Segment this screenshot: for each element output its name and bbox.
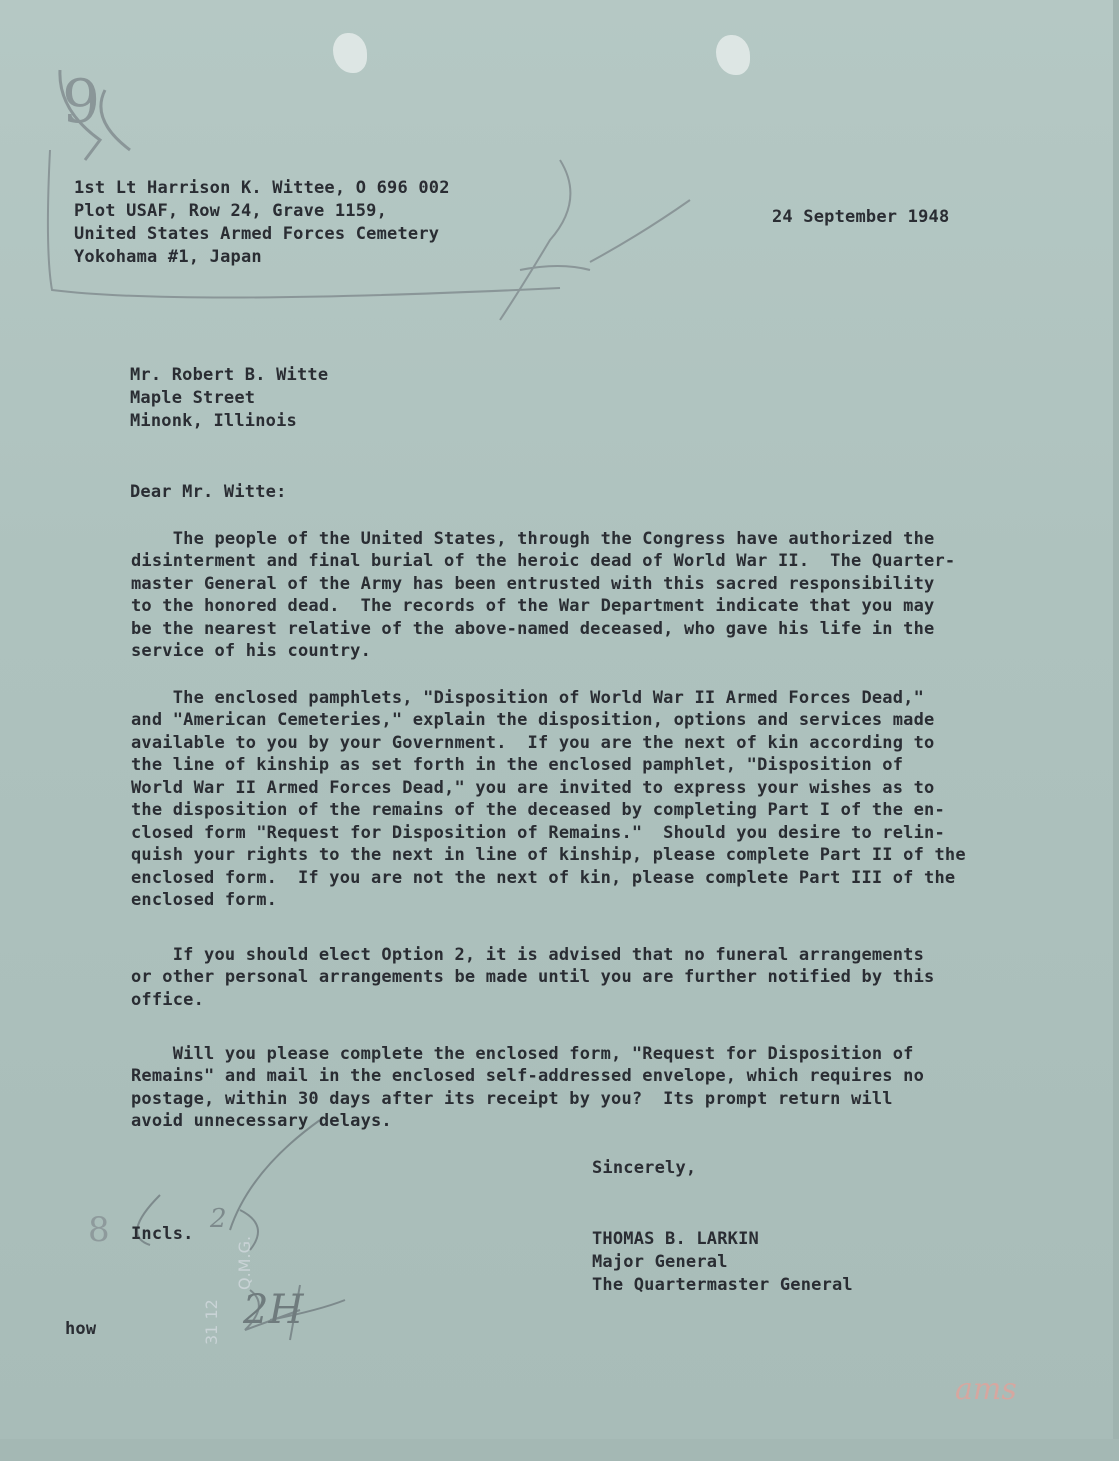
paragraph-line: The enclosed pamphlets, "Disposition of World War II Armed Forces Dead," — [131, 688, 925, 708]
subject-line-1: 1st Lt Harrison K. Wittee, O 696 002 — [74, 178, 450, 198]
receipt-stamp — [190, 1190, 280, 1350]
paragraph-line: Remains" and mail in the enclosed self-addressed envelope, which requires no — [131, 1066, 925, 1086]
paragraph-line: closed form "Request for Disposition of Remains." Should you desire to relin- — [131, 823, 945, 843]
enclosure-notation: Incls. — [131, 1224, 194, 1244]
paragraph-line: master General of the Army has been entrusted with this sacred responsibility — [131, 574, 935, 594]
paragraph-line: disinterment and final burial of the heroic dead of World War II. The Quarter- — [131, 551, 956, 571]
addressee-city: Minonk, Illinois — [130, 411, 297, 431]
addressee-name: Mr. Robert B. Witte — [130, 365, 329, 385]
paragraph-line: enclosed form. — [131, 890, 278, 910]
paragraph-line: If you should elect Option 2, it is advised that no funeral arrangements — [131, 945, 925, 965]
red-pencil-initials: ams — [955, 1372, 1017, 1407]
paragraph-line: the line of kinship as set forth in the enclosed pamphlet, "Disposition of — [131, 755, 904, 775]
signature-title: The Quartermaster General — [592, 1275, 853, 1295]
paragraph-line: to the honored dead. The records of the War Department indicate that you may — [131, 596, 935, 616]
paragraph-line: the disposition of the remains of the deceased by completing Part I of the en- — [131, 800, 945, 820]
paragraph-line: quish your rights to the next in line of kinship, please complete Part II of the — [131, 845, 966, 865]
paragraph-line: avoid unnecessary delays. — [131, 1111, 392, 1131]
paragraph-line: available to you by your Government. If you are the next of kin according to — [131, 733, 935, 753]
handwritten-margin-number: 8 — [88, 1210, 110, 1250]
paragraph-line: Will you please complete the enclosed form, "Request for Disposition of — [131, 1044, 914, 1064]
salutation: Dear Mr. Witte: — [130, 482, 287, 502]
subject-line-2: Plot USAF, Row 24, Grave 1159, — [74, 201, 388, 221]
letter-date: 24 September 1948 — [772, 207, 950, 227]
paragraph-line: service of his country. — [131, 641, 372, 661]
paragraph-line: and "American Cemeteries," explain the disposition, options and services made — [131, 710, 935, 730]
typist-initials: how — [65, 1319, 97, 1339]
signature-name: THOMAS B. LARKIN — [592, 1229, 759, 1249]
paragraph-line: be the nearest relative of the above-named deceased, who gave his life in the — [131, 619, 935, 639]
paragraph-line: office. — [131, 990, 205, 1010]
paragraph-line: or other personal arrangements be made until you are further notified by this — [131, 967, 935, 987]
pencil-mark: 2H — [243, 1287, 304, 1333]
subject-line-3: United States Armed Forces Cemetery — [74, 224, 440, 244]
paragraph-line: enclosed form. If you are not the next of kin, please complete Part III of the — [131, 868, 956, 888]
closing: Sincerely, — [592, 1158, 697, 1178]
stamp-line-2: 31 12 — [202, 1299, 221, 1345]
paragraph-line: postage, within 30 days after its receipt by you? Its prompt return will — [131, 1089, 893, 1109]
paragraph-line: The people of the United States, through the Congress have authorized the — [131, 529, 935, 549]
stamp-line-1: Q.M.G. — [235, 1235, 254, 1290]
addressee-street: Maple Street — [130, 388, 256, 408]
subject-line-4: Yokohama #1, Japan — [74, 247, 262, 267]
handwritten-incls-count: 2 — [210, 1204, 227, 1234]
handwritten-corner-mark: 9 — [62, 67, 101, 137]
signature-rank: Major General — [592, 1252, 728, 1272]
paragraph-line: World War II Armed Forces Dead," you are invited to express your wishes as to — [131, 778, 935, 798]
